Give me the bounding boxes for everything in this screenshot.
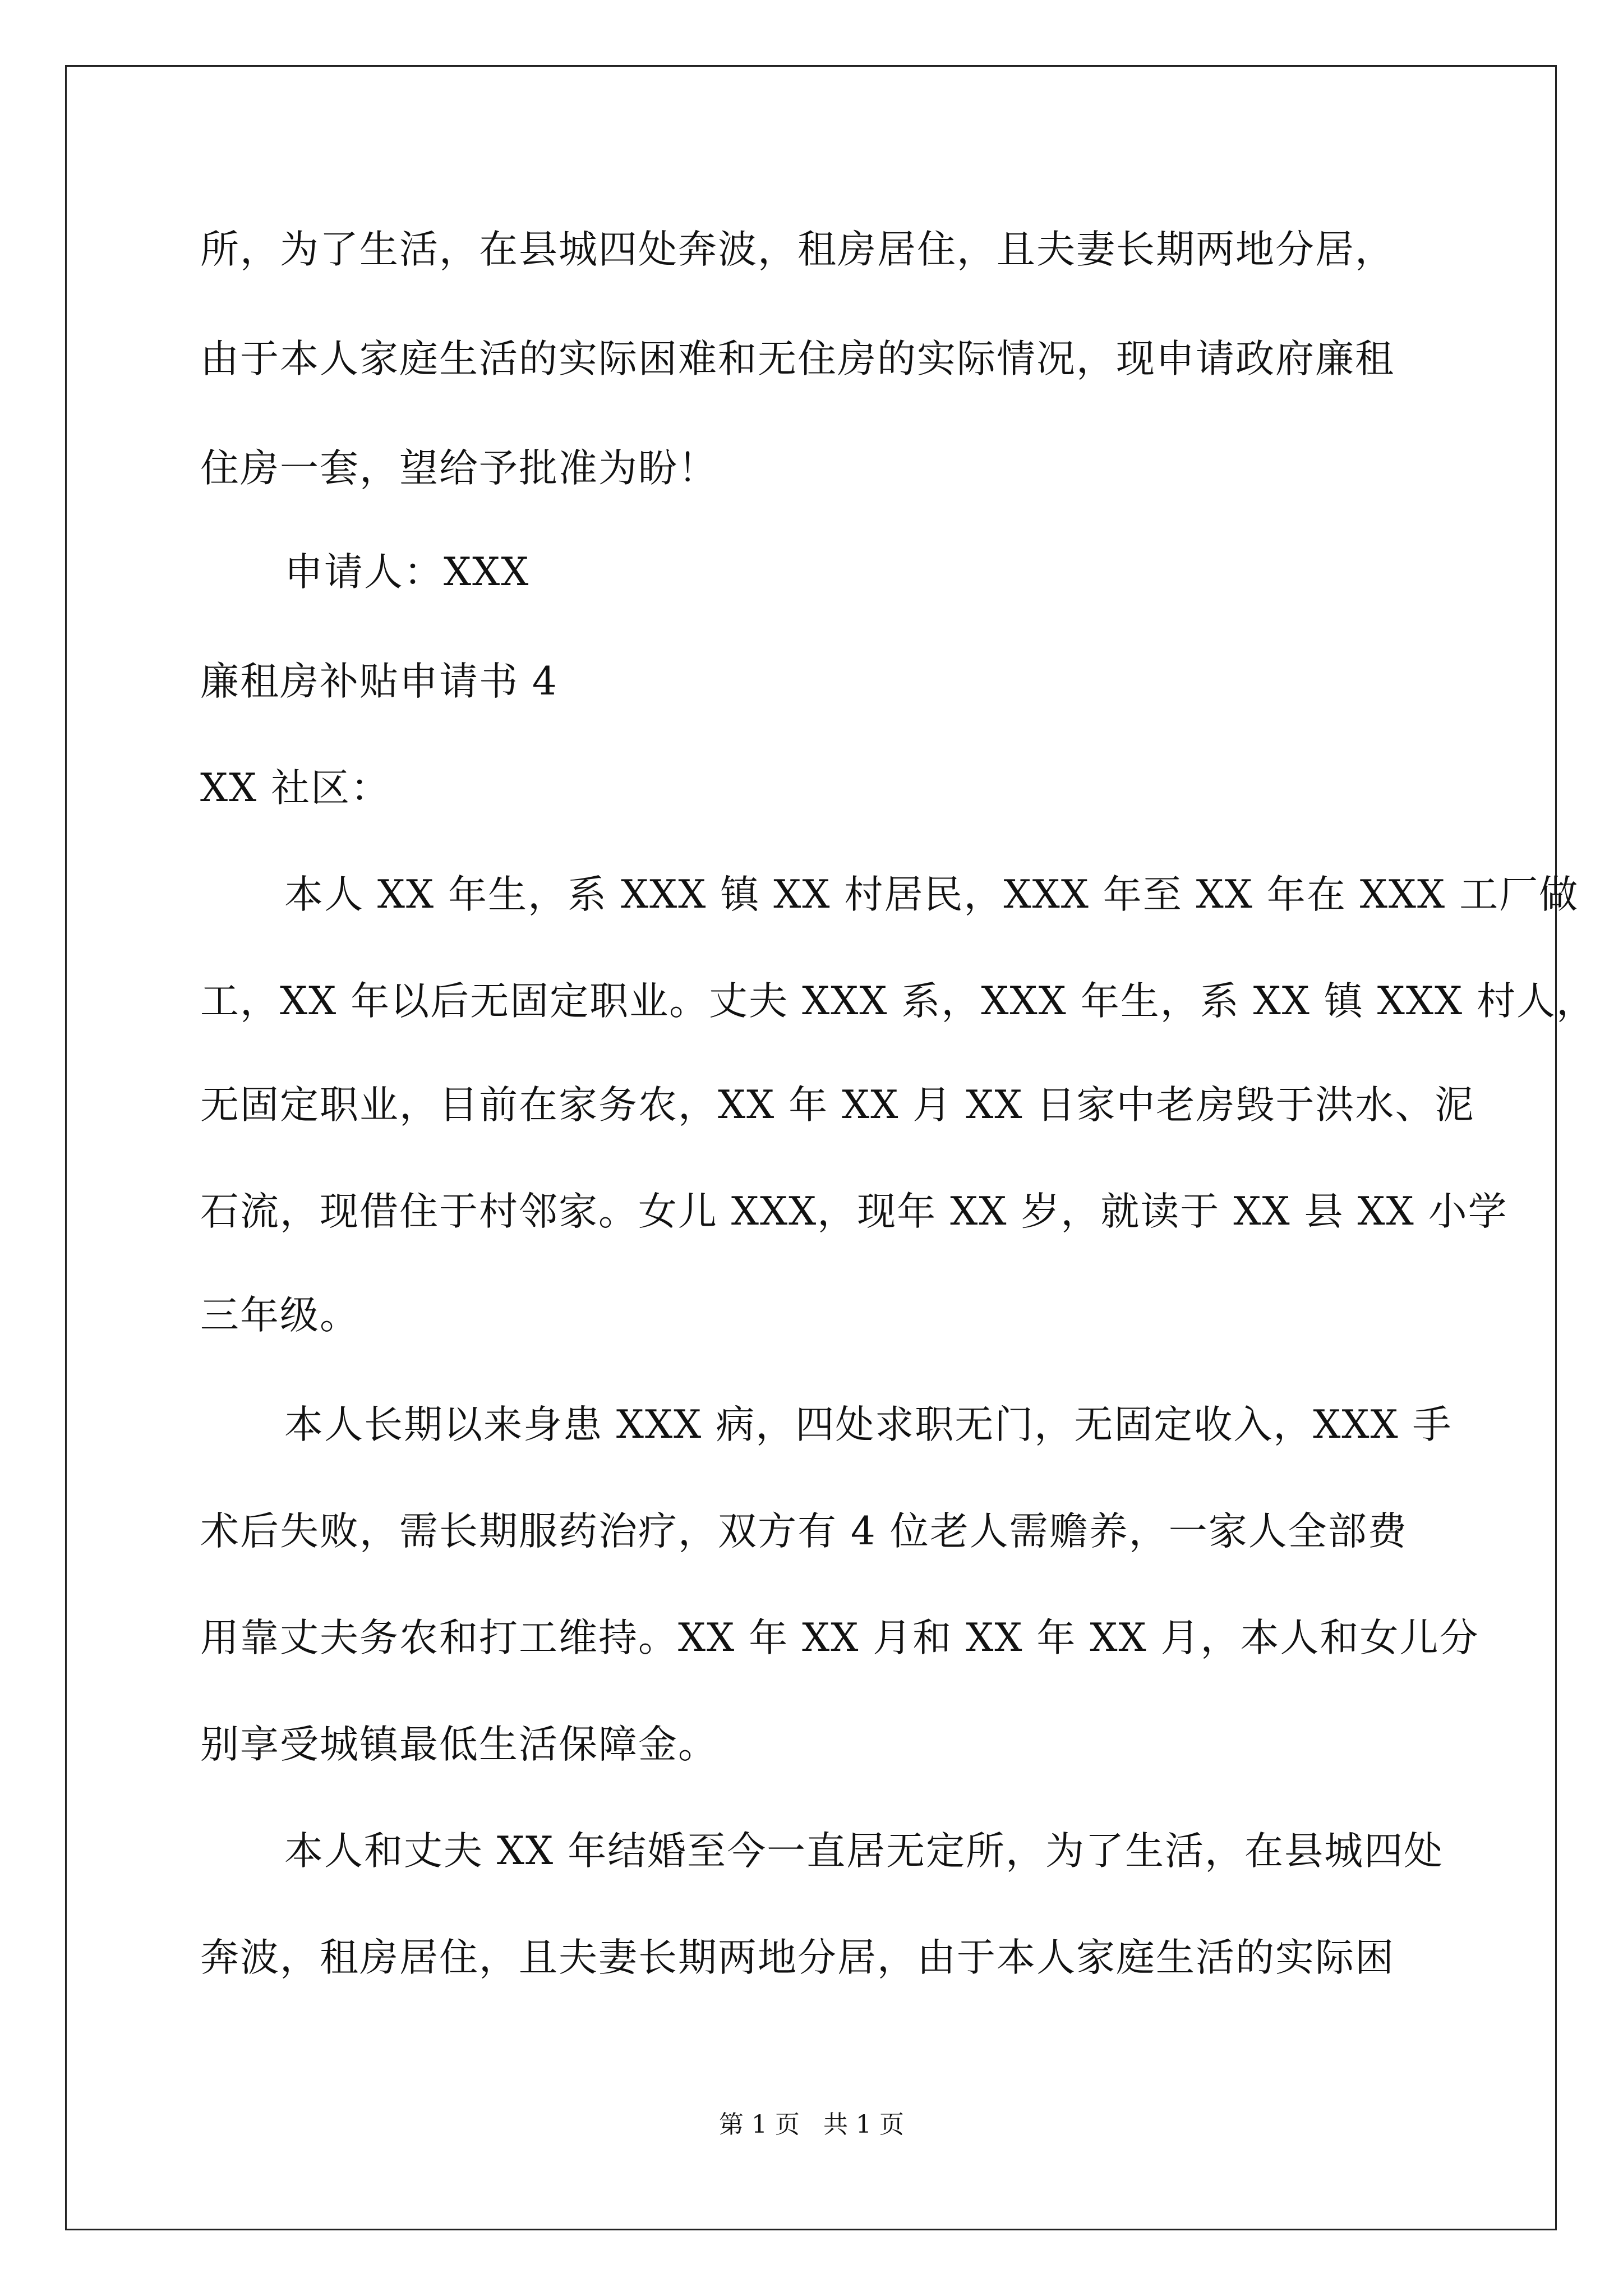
salutation: XX 社区：: [200, 766, 391, 811]
body-line: 本人和丈夫 XX 年结婚至今一直居无定所，为了生活，在县城四处: [284, 1829, 1444, 1874]
page-number-footer: 第 1 页 共 1 页: [719, 2110, 904, 2139]
page-border: [65, 65, 1557, 2230]
body-line: 所，为了生活，在县城四处奔波，租房居住，且夫妻长期两地分居，: [200, 227, 1395, 272]
body-line: 由于本人家庭生活的实际困难和无住房的实际情况，现申请政府廉租: [200, 337, 1395, 381]
body-line: 用靠丈夫务农和打工维持。XX 年 XX 月和 XX 年 XX 月，本人和女儿分: [200, 1616, 1479, 1660]
body-line: 工，XX 年以后无固定职业。丈夫 XXX 系，XXX 年生，系 XX 镇 XXX 村人，: [200, 979, 1597, 1024]
signature-line: 申请人：XXX: [284, 550, 530, 595]
body-line: 住房一套，望给予批准为盼！: [200, 446, 718, 491]
body-line: 石流，现借住于村邻家。女儿 XXX，现年 XX 岁，就读于 XX 县 XX 小学: [200, 1189, 1508, 1234]
body-line: 无固定职业，目前在家务农，XX 年 XX 月 XX 日家中老房毁于洪水、泥: [200, 1083, 1475, 1128]
body-line: 本人 XX 年生，系 XXX 镇 XX 村居民，XXX 年至 XX 年在 XXX 工厂做: [284, 872, 1579, 917]
body-line: 三年级。: [200, 1293, 359, 1338]
body-line: 术后失败，需长期服药治疗，双方有 4 位老人需赡养，一家人全部费: [200, 1509, 1408, 1554]
body-line: 本人长期以来身患 XXX 病，四处求职无门，无固定收入，XXX 手: [284, 1402, 1453, 1447]
body-line: 别享受城镇最低生活保障金。: [200, 1722, 718, 1767]
section-title: 廉租房补贴申请书 4: [200, 659, 558, 704]
body-line: 奔波，租房居住，且夫妻长期两地分居，由于本人家庭生活的实际困: [200, 1935, 1395, 1980]
